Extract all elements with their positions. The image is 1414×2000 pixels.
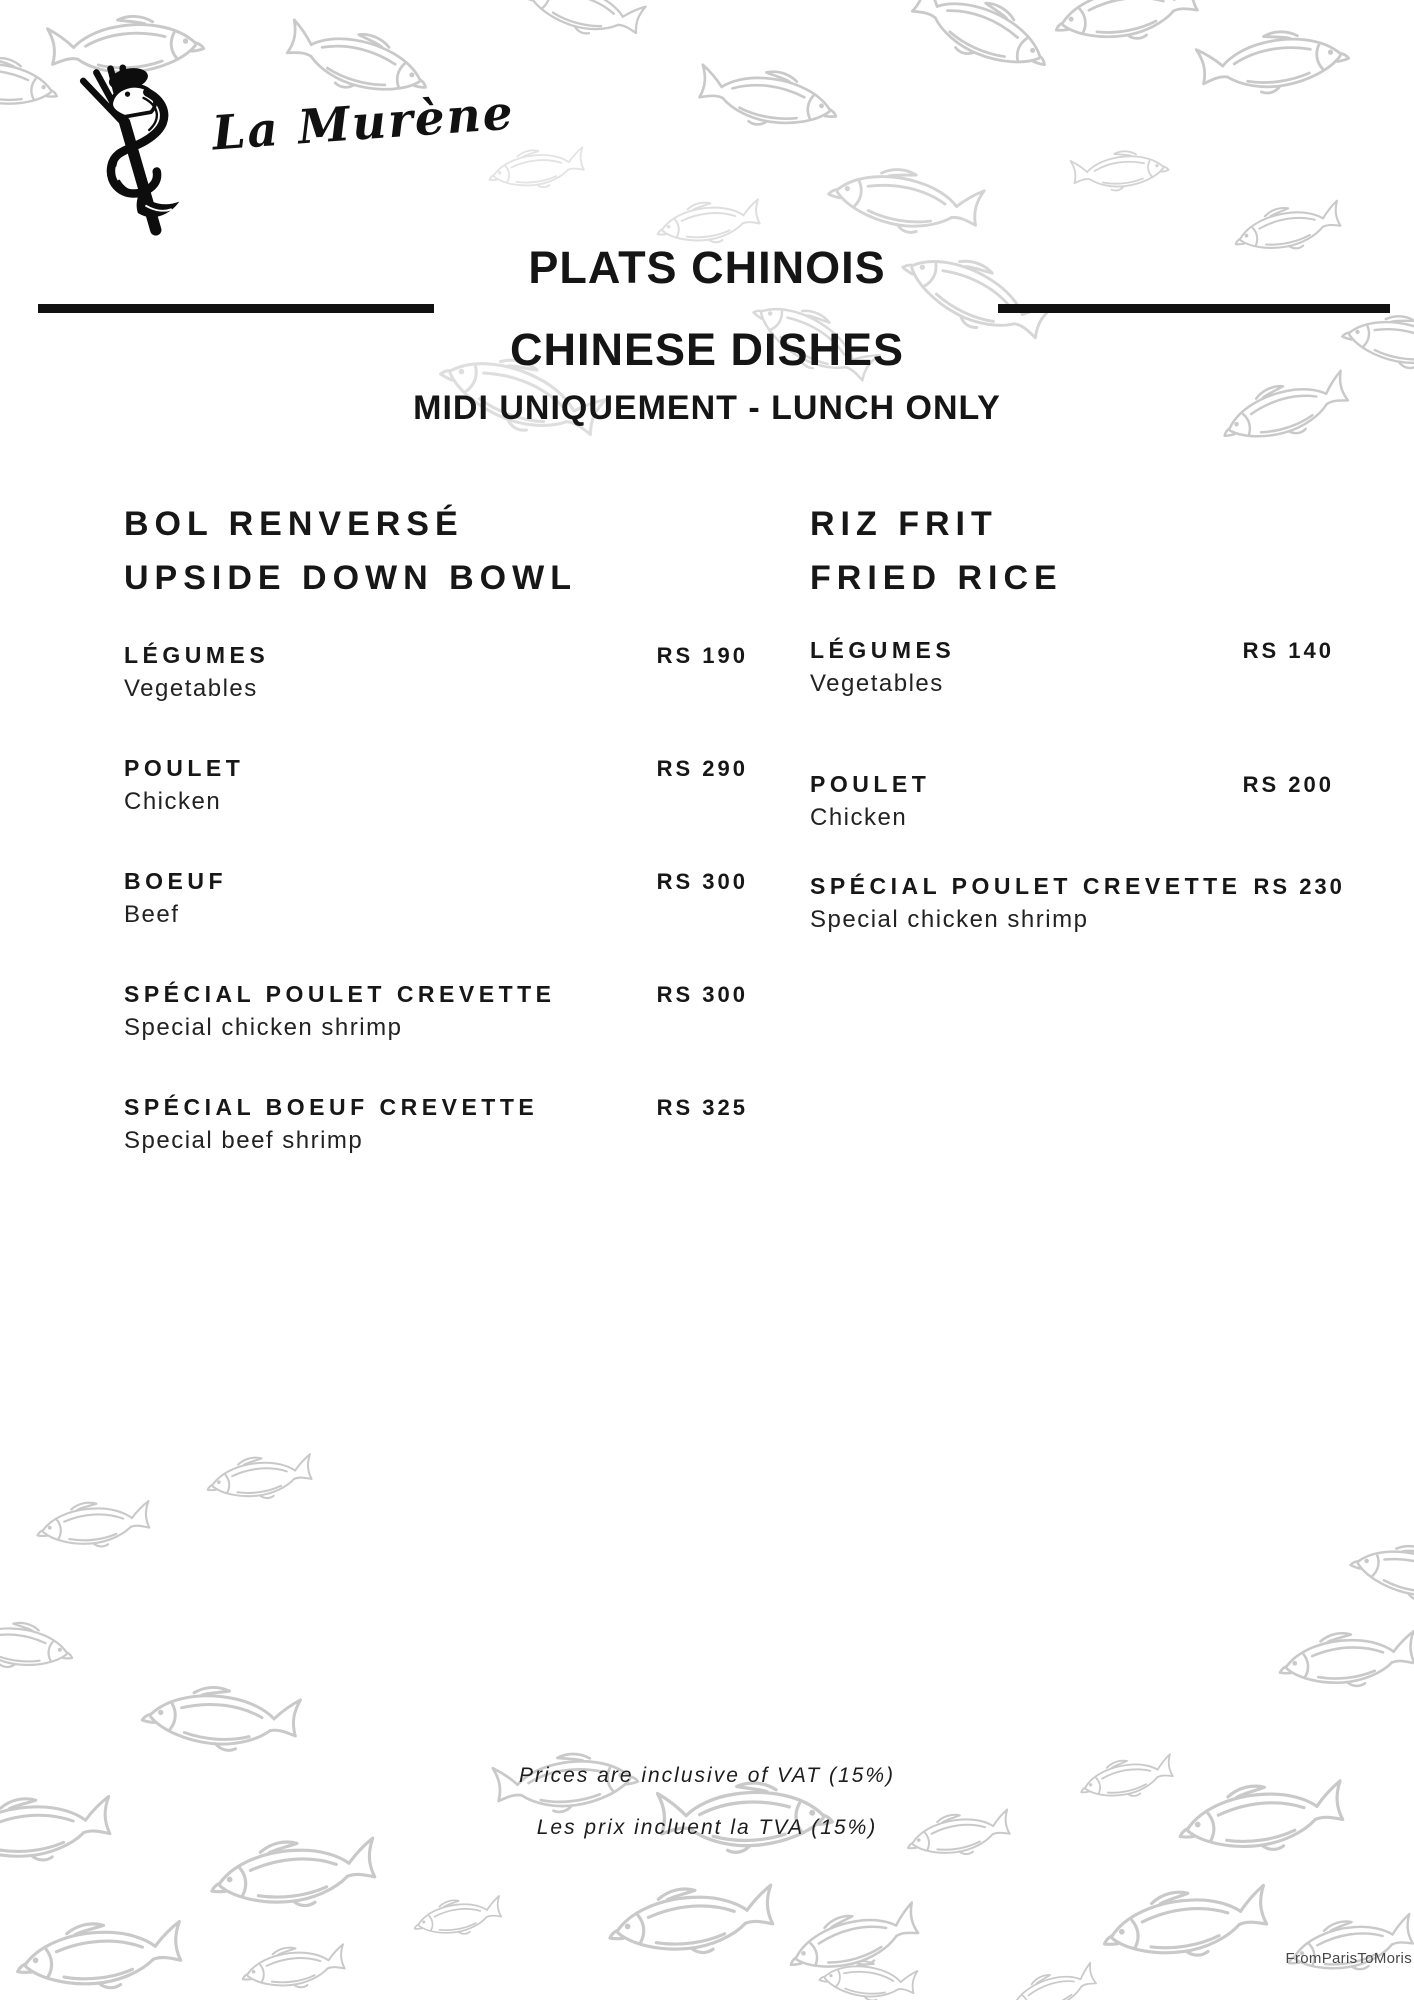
item-price: RS 190 [656, 643, 748, 668]
fish-icon [905, 0, 1055, 63]
item-price: RS 290 [656, 756, 748, 781]
fish-icon [520, 0, 645, 36]
menu-item [124, 755, 748, 816]
section-title-english: FRIED RICE [810, 559, 1063, 597]
item-price: RS 230 [1253, 874, 1345, 899]
fish-icon [1005, 1972, 1100, 2000]
fish-icon [205, 1455, 315, 1503]
menu-item [810, 873, 1345, 934]
menu-item [810, 771, 1334, 832]
section-title [810, 497, 1334, 605]
vat-note-french: Les prix incluent la TVA (15%) [536, 1816, 878, 1839]
menu-item [124, 1094, 748, 1155]
fish-icon [282, 30, 432, 95]
item-name: SPÉCIAL POULET CREVETTE [810, 873, 1242, 899]
item-description: Special beef shrimp [124, 1127, 364, 1154]
eel-and-fork-logo-icon [70, 64, 202, 240]
item-name: BOEUF [124, 868, 227, 894]
item-name: POULET [810, 771, 931, 797]
header [0, 240, 1414, 430]
item-price: RS 200 [1242, 772, 1334, 797]
brand-name: La Murène [210, 85, 517, 162]
fish-icon [0, 55, 60, 111]
fish-icon [695, 68, 840, 131]
section-title-french: RIZ FRIT [810, 505, 998, 543]
page-subtitle: MIDI UNIQUEMENT - LUNCH ONLY [413, 389, 1001, 427]
item-description: Beef [124, 901, 180, 928]
fish-icon [1196, 30, 1351, 97]
item-name: SPÉCIAL POULET CREVETTE [124, 981, 556, 1007]
item-name: LÉGUMES [124, 642, 270, 668]
fish-icon [606, 1885, 778, 1960]
section-title [124, 497, 748, 605]
fish-icon [240, 1945, 348, 1992]
section-upside-down-bowl [124, 497, 748, 1207]
item-price: RS 300 [656, 869, 748, 894]
item-name: LÉGUMES [810, 637, 956, 663]
item-list [810, 637, 1345, 934]
fish-icon [826, 168, 984, 236]
item-description: Chicken [124, 788, 222, 815]
fish-icon [1277, 1630, 1414, 1692]
item-price: RS 300 [656, 982, 748, 1007]
item-description: Chicken [810, 804, 908, 831]
item-description: Special chicken shrimp [124, 1014, 403, 1041]
menu-item [124, 981, 748, 1042]
fish-icon [412, 1898, 504, 1938]
fish-icon [140, 1685, 302, 1755]
title-divider-right [998, 304, 1390, 313]
fish-icon [14, 1920, 186, 1995]
section-title-french: BOL RENVERSÉ [124, 505, 464, 543]
item-description: Special chicken shrimp [810, 906, 1089, 933]
fish-icon [1052, 0, 1202, 45]
item-description: Vegetables [810, 670, 944, 697]
item-description: Vegetables [124, 675, 258, 702]
item-name: POULET [124, 755, 245, 781]
vat-note-english: Prices are inclusive of VAT (15%) [518, 1764, 896, 1787]
menu-item [810, 637, 1334, 698]
item-name: SPÉCIAL BOEUF CREVETTE [124, 1094, 539, 1120]
fish-icon [208, 1838, 380, 1913]
menu-item [124, 642, 748, 703]
fish-icon [0, 1620, 75, 1672]
page-title-english: CHINESE DISHES [509, 324, 905, 375]
title-divider-left [38, 304, 434, 313]
fish-icon [487, 148, 587, 191]
fish-icon [1348, 1545, 1414, 1604]
fish-icon [818, 1960, 918, 2000]
menu-item [124, 868, 748, 929]
footer-notes [0, 1762, 1414, 1842]
fish-icon [1100, 1888, 1272, 1963]
item-price: RS 140 [1242, 638, 1334, 663]
fish-icon [35, 1500, 153, 1551]
watermark: FromParisToMoris [1285, 1950, 1412, 1967]
page-title-french: PLATS CHINOIS [528, 242, 886, 293]
item-price: RS 325 [656, 1095, 748, 1120]
fish-icon [1070, 150, 1170, 193]
item-list [124, 642, 748, 1155]
section-fried-rice [810, 497, 1345, 986]
section-title-english: UPSIDE DOWN BOWL [124, 559, 577, 597]
